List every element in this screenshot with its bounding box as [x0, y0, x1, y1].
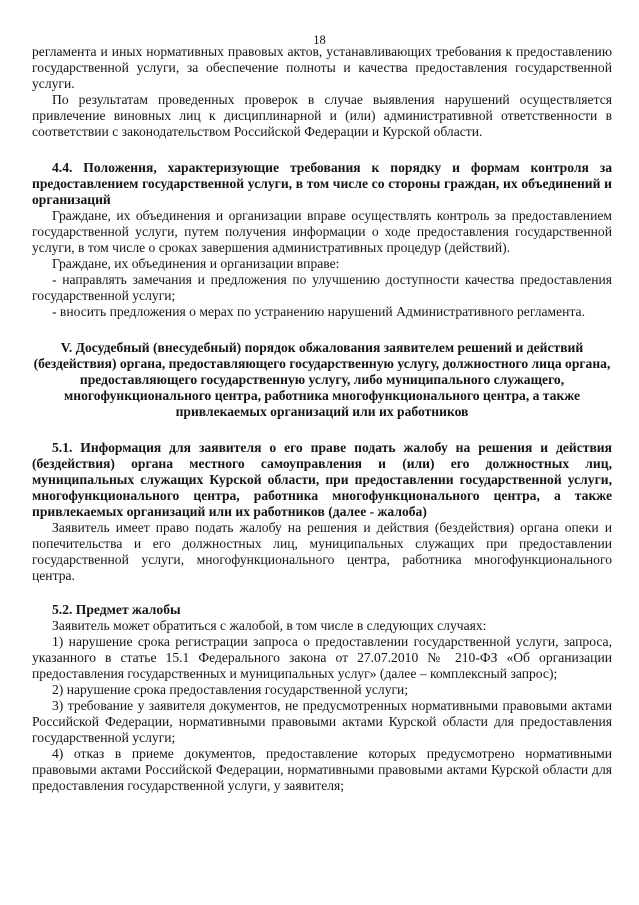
spacer [32, 140, 612, 160]
paragraph: Заявитель имеет право подать жалобу на решения и действия (бездействия) органа опеки и попечительства и его должностных лиц, муниципальных служащих при предоставлении государственной услуги, многофункционального центра, работника многофункционального центра. [32, 520, 612, 583]
document-body [32, 44, 612, 794]
list-item: 4) отказ в приеме документов, предоставление которых предусмотрено нормативными правовыми актами Российской Федерации, нормативными правовыми актами Курской области для предоставления государственной услуги, у заявителя; [32, 746, 612, 793]
spacer [32, 584, 612, 602]
paragraph: Граждане, их объединения и организации вправе: [52, 256, 340, 271]
list-item: 1) нарушение срока регистрации запроса о предоставлении государственной услуги, запроса, указанного в статье 15.1 Федерального закона от 27.07.2010 № 210-ФЗ «Об организации предоставления государственных и муниципальных услуг» (далее – комплексный запрос); [32, 634, 612, 681]
section-heading-5-1: 5.1. Информация для заявителя о его праве подать жалобу на решения и действия (бездействия) органа местного самоуправления и (или) его должностных лиц, муниципальных служащих Курской области, при предоставлении государственной услуги, многофункционального центра, работника многофункционального центра, а также привлекаемых организаций или их работников (далее - жалоба) [32, 440, 612, 519]
section-heading-5-2: 5.2. Предмет жалобы [52, 602, 181, 617]
spacer [32, 420, 612, 440]
list-item: 3) требование у заявителя документов, не предусмотренных нормативными правовыми актами Российской Федерации, нормативными правовыми актами Курской области для предоставления государственной услуги; [32, 698, 612, 745]
paragraph: По результатам проведенных проверок в случае выявления нарушений осуществляется привлечение виновных лиц к дисциплинарной и (или) административной ответственности в соответствии с законодательством Российской Федерации и Курской области. [32, 92, 612, 139]
paragraph: Граждане, их объединения и организации вправе осуществлять контроль за предоставлением государственной услуги, путем получения информации о ходе предоставления государственной услуги, в том числе о сроках завершения административных процедур (действий). [32, 208, 612, 255]
list-item: - направлять замечания и предложения по улучшению доступности качества предоставления государственной услуги; [32, 272, 612, 303]
list-item: - вносить предложения о мерах по устранению нарушений Административного регламента. [52, 304, 585, 319]
paragraph: Заявитель может обратиться с жалобой, в том числе в следующих случаях: [52, 618, 487, 633]
page-number: 18 [313, 33, 326, 47]
paragraph: регламента и иных нормативных правовых актов, устанавливающих требования к предоставлению государственной услуги, за обеспечение полноты и качества предоставления государственной услуги. [32, 44, 612, 91]
section-heading-4-4: 4.4. Положения, характеризующие требования к порядку и формам контроля за предоставлением государственной услуги, в том числе со стороны граждан, их объединений и организаций [32, 160, 612, 207]
chapter-heading-v: V. Досудебный (внесудебный) порядок обжалования заявителем решений и действий (бездействия) органа, предоставляющего государственную услугу, должностного лица органа, предоставляющего государственную услугу, либо муниципального служащего, многофункционального центра, работника многофункционального центра, а также привлекаемых организаций или их работников [33, 340, 611, 419]
list-item: 2) нарушение срока предоставления государственной услуги; [52, 682, 409, 697]
spacer [32, 320, 612, 340]
